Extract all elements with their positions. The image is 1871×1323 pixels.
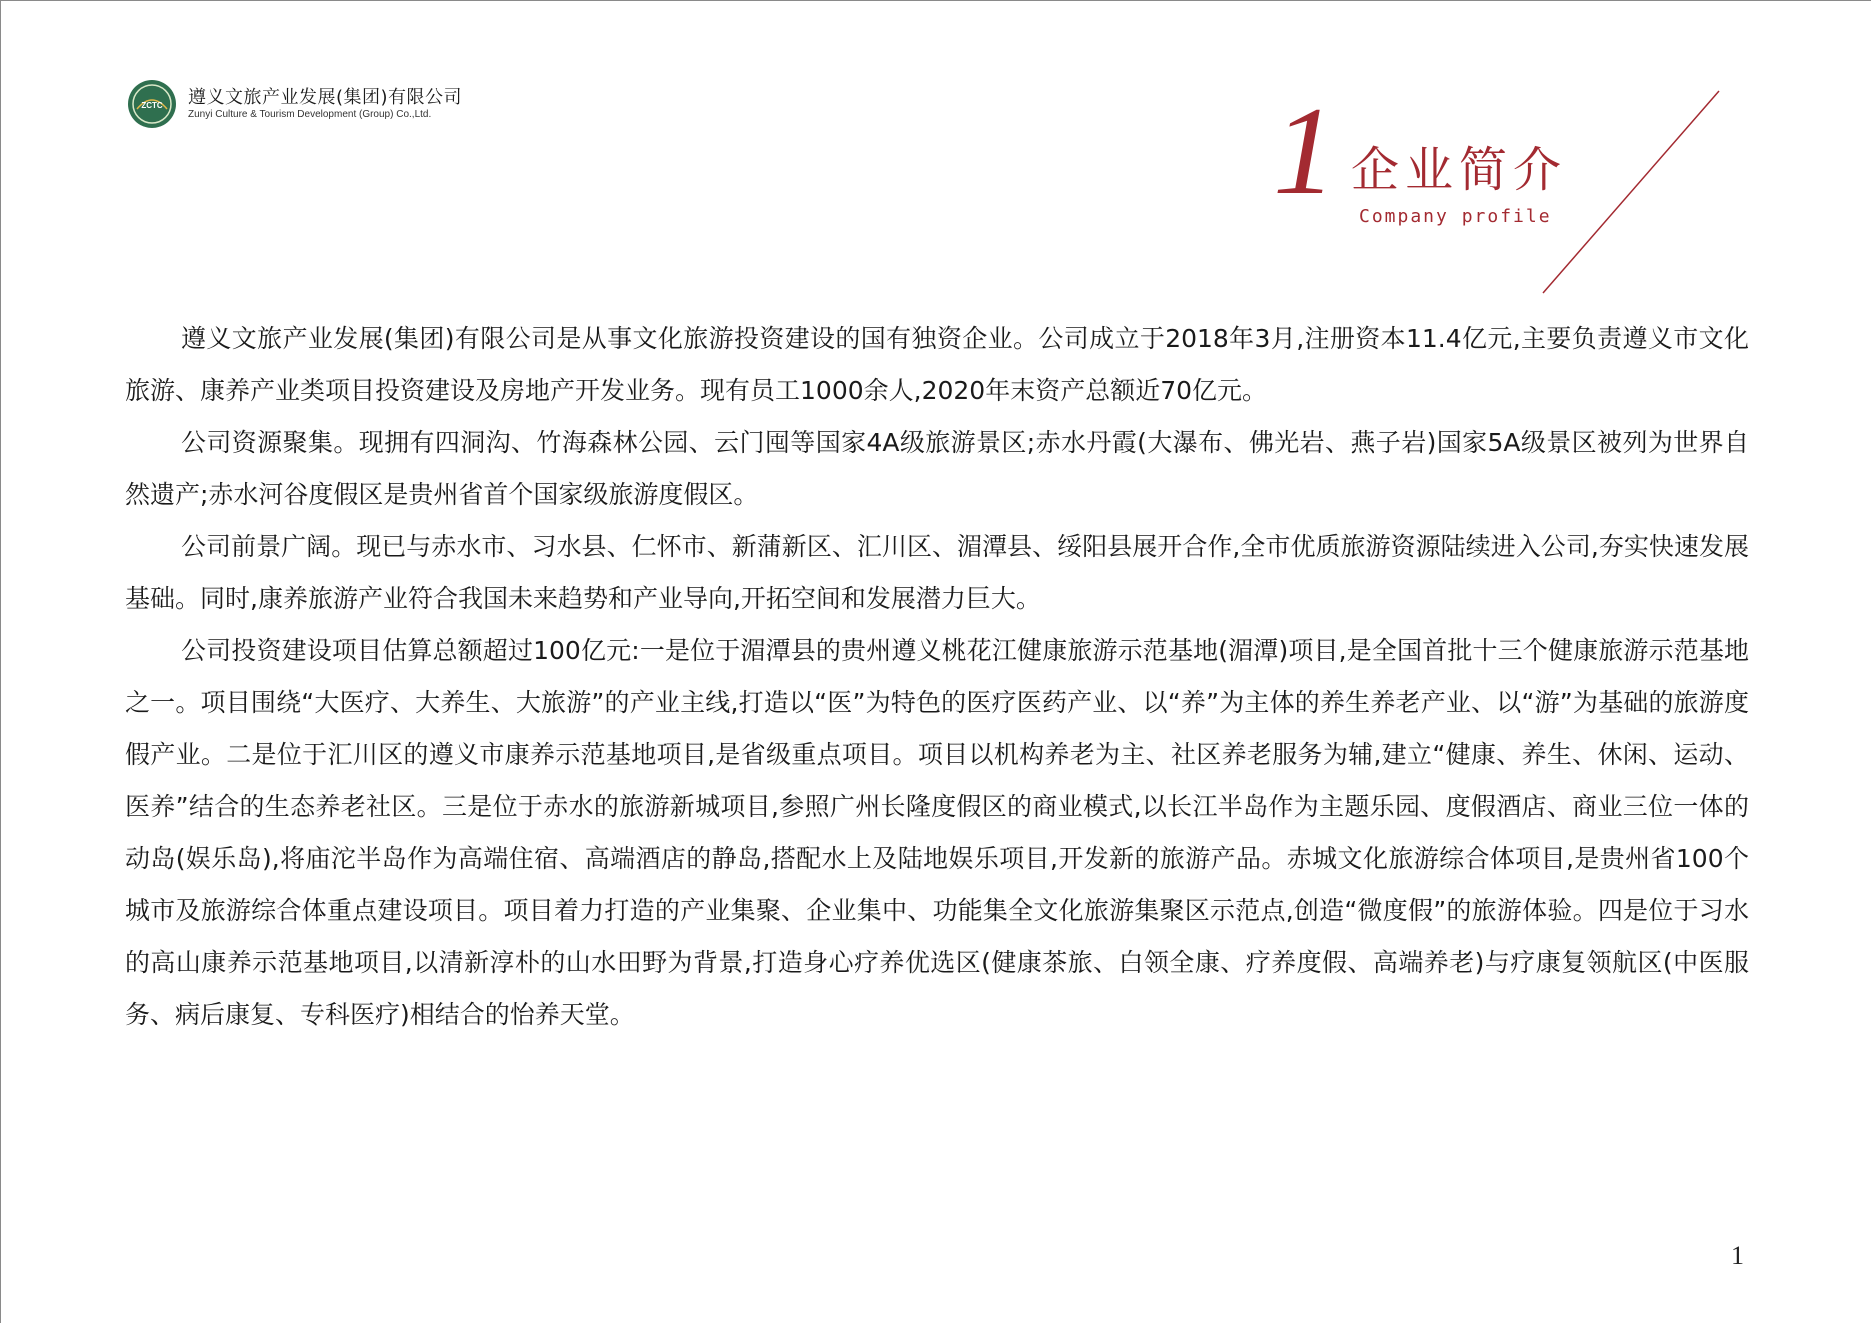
company-logo-icon	[127, 79, 177, 129]
paragraph-overview: 遵义文旅产业发展(集团)有限公司是从事文化旅游投资建设的国有独资企业。公司成立于2018年3月,注册资本11.4亿元,主要负责遵义市文化旅游、康养产业类项目投资建设及房地产开发业务。现有员工1000余人,2020年末资产总额近70亿元。	[125, 324, 1749, 405]
page-number: 1	[1731, 1241, 1744, 1270]
company-name-cn: 遵义文旅产业发展(集团)有限公司	[188, 87, 463, 108]
profile-body	[125, 313, 1749, 1041]
logo-text: ZCTC	[141, 101, 163, 110]
company-name-en: Zunyi Culture & Tourism Development (Group) Co.,Ltd.	[188, 109, 432, 120]
section-subtitle: Company profile	[1359, 206, 1552, 227]
section-number: 1	[1273, 82, 1336, 221]
decorative-diagonal-line	[1541, 89, 1721, 295]
paragraph-prospects: 公司前景广阔。现已与赤水市、习水县、仁怀市、新蒲新区、汇川区、湄潭县、绥阳县展开合作,全市优质旅游资源陆续进入公司,夯实快速发展基础。同时,康养旅游产业符合我国未来趋势和产业导向,开拓空间和发展潜力巨大。	[125, 532, 1749, 613]
paragraph-resources: 公司资源聚集。现拥有四洞沟、竹海森林公园、云门囤等国家4A级旅游景区;赤水丹霞(大瀑布、佛光岩、燕子岩)国家5A级景区被列为世界自然遗产;赤水河谷度假区是贵州省首个国家级旅游度假区。	[125, 428, 1749, 509]
paragraph-projects: 公司投资建设项目估算总额超过100亿元:一是位于湄潭县的贵州遵义桃花江健康旅游示范基地(湄潭)项目,是全国首批十三个健康旅游示范基地之一。项目围绕“大医疗、大养生、大旅游”的产业主线,打造以“医”为特色的医疗医药产业、以“养”为主体的养生养老产业、以“游”为基础的旅游度假产业。二是位于汇川区的遵义市康养示范基地项目,是省级重点项目。项目以机构养老为主、社区养老服务为辅,建立“健康、养生、休闲、运动、医养”结合的生态养老社区。三是位于赤水的旅游新城项目,参照广州长隆度假区的商业模式,以长江半岛作为主题乐园、度假酒店、商业三位一体的动岛(娱乐岛),将庙沱半岛作为高端住宿、高端酒店的静岛,搭配水上及陆地娱乐项目,开发新的旅游产品。赤城文化旅游综合体项目,是贵州省100个城市及旅游综合体重点建设项目。项目着力打造的产业集聚、企业集中、功能集全文化旅游集聚区示范点,创造“微度假”的旅游体验。四是位于习水的高山康养示范基地项目,以清新淳朴的山水田野为背景,打造身心疗养优选区(健康茶旅、白领全康、疗养度假、高端养老)与疗康复领航区(中医服务、病后康复、专科医疗)相结合的怡养天堂。	[125, 636, 1749, 1029]
section-title: 企业简介	[1351, 142, 1568, 198]
